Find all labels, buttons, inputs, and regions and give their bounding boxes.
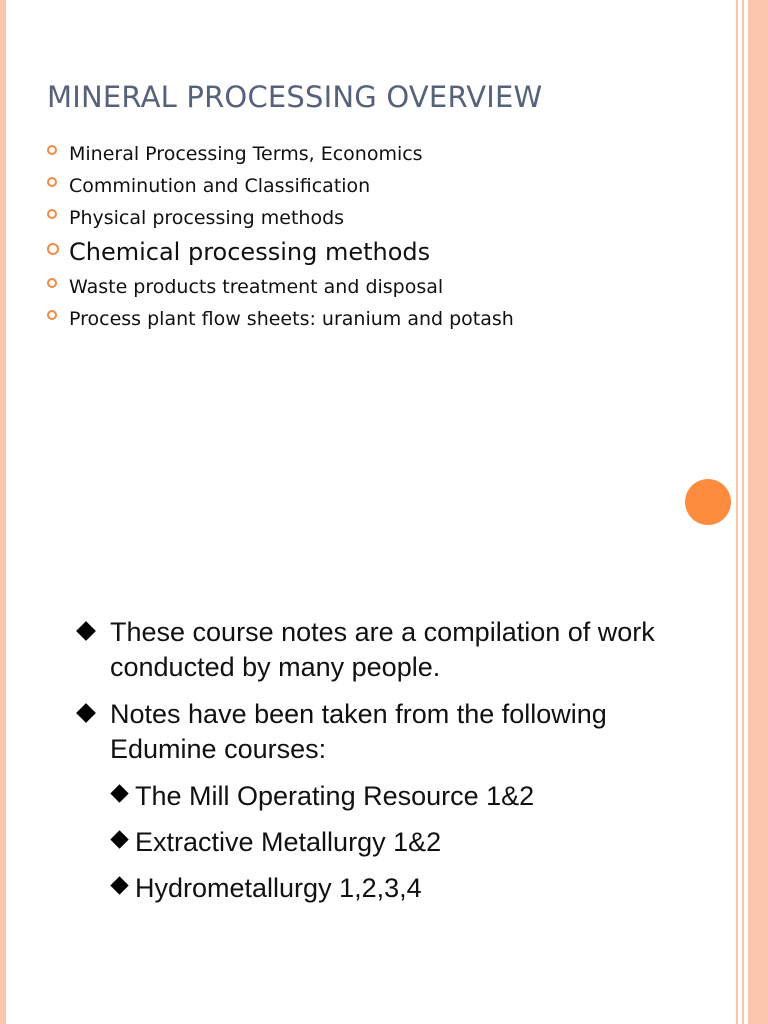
ring-bullet-icon (47, 278, 57, 288)
topic-item (47, 202, 514, 234)
diamond-bullet-icon (110, 784, 128, 802)
topic-list (47, 138, 514, 335)
course-name: Hydrometallurgy 1,2,3,4 (135, 873, 422, 903)
course-item (108, 825, 694, 860)
diamond-bullet-icon (76, 621, 96, 641)
ring-bullet-icon (47, 145, 57, 155)
right-decorative-stripes (736, 0, 768, 1024)
left-decorative-stripe (0, 0, 6, 1024)
slide-title: MINERAL PROCESSING OVERVIEW (47, 80, 543, 114)
diamond-bullet-icon (76, 703, 96, 723)
topic-item (47, 170, 514, 202)
notes-list (74, 615, 694, 917)
topic-label: Waste products treatment and disposal (69, 276, 444, 298)
note-item (74, 615, 694, 685)
topic-label: Process plant flow sheets: uranium and potash (69, 308, 514, 330)
course-item (108, 871, 694, 906)
diamond-bullet-icon (110, 876, 128, 894)
note-item (74, 697, 694, 767)
course-name: Extractive Metallurgy 1&2 (135, 827, 442, 857)
topic-item (47, 234, 514, 271)
note-text: Notes have been taken from the following Edumine courses: (110, 699, 607, 764)
course-name: The Mill Operating Resource 1&2 (135, 781, 535, 811)
ring-bullet-icon (47, 177, 57, 187)
orange-circle-decoration (685, 479, 731, 525)
right-stripe-thin-1 (736, 0, 738, 1024)
topic-label: Physical processing methods (69, 207, 345, 229)
note-text: These course notes are a compilation of work conducted by many people. (110, 617, 655, 682)
topic-item (47, 271, 514, 303)
topic-item (47, 303, 514, 335)
ring-bullet-icon (47, 310, 57, 320)
ring-bullet-icon (47, 209, 57, 219)
topic-label: Comminution and Classification (69, 175, 371, 197)
course-item (108, 779, 694, 814)
topic-label: Mineral Processing Terms, Economics (69, 143, 423, 165)
diamond-bullet-icon (110, 830, 128, 848)
ring-bullet-icon (47, 243, 59, 255)
topic-label: Chemical processing methods (69, 238, 431, 266)
topic-item (47, 138, 514, 170)
right-stripe-thin-2 (742, 0, 744, 1024)
right-stripe-wide (748, 0, 768, 1024)
